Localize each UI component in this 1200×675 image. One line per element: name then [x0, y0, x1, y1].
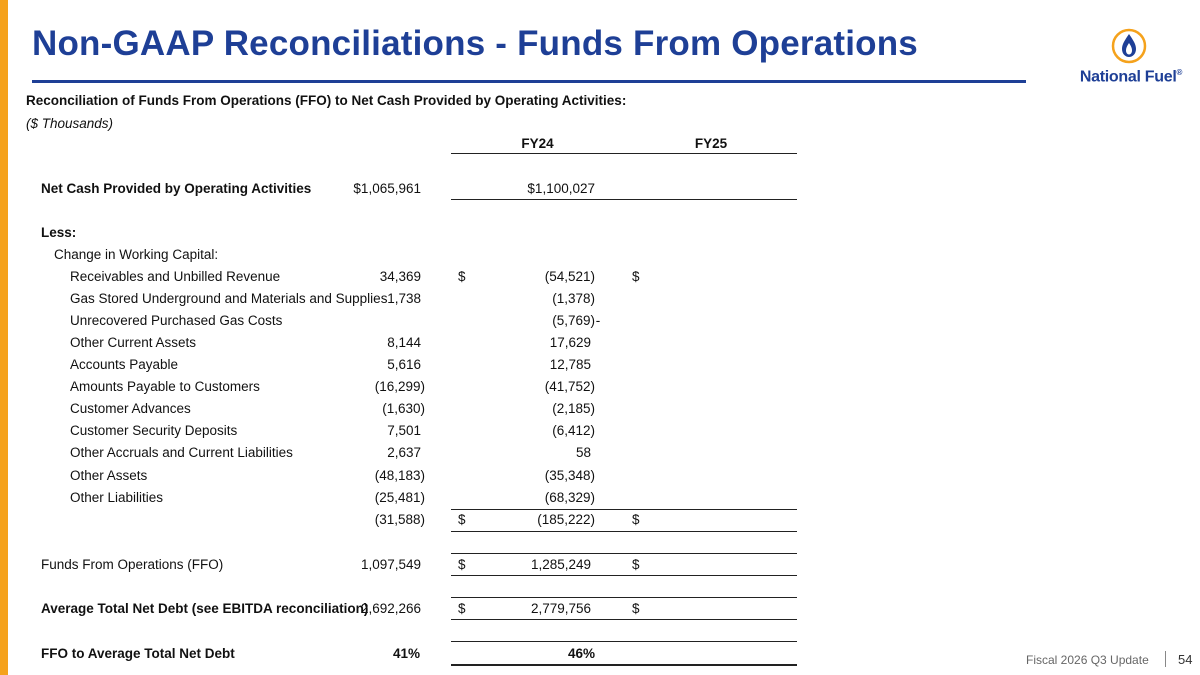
fy25-value: 46% — [567, 646, 595, 661]
units-note: ($ Thousands) — [26, 116, 114, 131]
ffo-underline — [451, 575, 797, 576]
fy25-currency: $ — [632, 557, 640, 572]
fy25-value: (35,348) — [544, 468, 595, 483]
row-label: Receivables and Unbilled Revenue — [70, 269, 281, 284]
column-header-fy24: FY24 — [521, 136, 554, 151]
fy24-currency: $ — [458, 557, 466, 572]
ratio-underline — [451, 664, 797, 666]
fy24-value: 7,501 — [387, 423, 421, 438]
fy24-value: - — [595, 313, 601, 328]
fy25-currency: $ — [632, 512, 640, 527]
row-label: Net Cash Provided by Operating Activities — [41, 181, 312, 196]
row-label: Other Current Assets — [70, 335, 197, 350]
table-row-ffo — [0, 555, 1000, 575]
fy24-value: 8,144 — [387, 335, 421, 350]
fy24-value: (31,588) — [374, 512, 425, 527]
fy25-currency: $ — [632, 601, 640, 616]
fy24-currency: $ — [458, 601, 466, 616]
row-label: Unrecovered Purchased Gas Costs — [70, 313, 283, 328]
flame-logo-icon — [1111, 28, 1147, 64]
debt-topline — [451, 597, 797, 598]
row-label: Other Liabilities — [70, 490, 164, 505]
row-label: FFO to Average Total Net Debt — [41, 646, 235, 661]
table-row-average-net-debt — [0, 599, 1000, 619]
table-row — [0, 267, 1000, 287]
page-title: Non-GAAP Reconciliations - Funds From Operations — [32, 24, 918, 63]
table-row-subtotal — [0, 510, 1000, 530]
fy25-value: (68,329) — [544, 490, 595, 505]
fy25-value: (2,185) — [552, 401, 595, 416]
table-row — [0, 289, 1000, 309]
fy24-value: 1,738 — [387, 291, 421, 306]
ffo-topline — [451, 553, 797, 554]
fy24-value: 5,616 — [387, 357, 421, 372]
table-row — [0, 488, 1000, 508]
fy24-value: 34,369 — [379, 269, 421, 284]
fy24-currency: $ — [458, 269, 466, 284]
table-row — [0, 466, 1000, 486]
fy25-value: 12,785 — [549, 357, 591, 372]
page-number: 54 — [1178, 652, 1193, 667]
row-label: Customer Advances — [70, 401, 191, 416]
row-label: Gas Stored Underground and Materials and Supplies — [70, 291, 388, 306]
fy24-value: 2,692,266 — [360, 601, 421, 616]
row-label: Other Assets — [70, 468, 148, 483]
fy25-currency: $ — [632, 269, 640, 284]
fy25-value: 2,779,756 — [530, 601, 591, 616]
table-row — [0, 355, 1000, 375]
table-row — [0, 311, 1000, 331]
table-row-ffo-ratio — [0, 644, 1000, 664]
table-subtitle: Reconciliation of Funds From Operations (FFO) to Net Cash Provided by Operating Activities: — [26, 93, 627, 108]
row-label: Change in Working Capital: — [54, 247, 219, 262]
fy25-value: (54,521) — [544, 269, 595, 284]
fy24-value: $1,065,961 — [353, 181, 421, 196]
row-label: Less: — [41, 225, 77, 240]
fy25-value: 1,285,249 — [530, 557, 591, 572]
fy25-value: (1,378) — [552, 291, 595, 306]
table-row — [0, 421, 1000, 441]
fy24-value: 2,637 — [387, 445, 421, 460]
title-divider — [32, 80, 1026, 83]
fy24-value: (25,481) — [374, 490, 425, 505]
logo-wordmark: National Fuel® — [1079, 68, 1183, 86]
row-underline — [451, 199, 797, 200]
fy25-value: (185,222) — [537, 512, 595, 527]
table-row — [0, 443, 1000, 463]
fy25-value: (5,769) — [552, 313, 595, 328]
fy25-value: 17,629 — [549, 335, 591, 350]
fy24-value: 41% — [392, 646, 420, 661]
company-logo — [1072, 28, 1190, 88]
fy25-value: $1,100,027 — [527, 181, 595, 196]
row-label: Accounts Payable — [70, 357, 179, 372]
row-label: Funds From Operations (FFO) — [41, 557, 224, 572]
row-label: Average Total Net Debt (see EBITDA reconciliation) — [41, 601, 369, 616]
table-row-net-cash — [0, 179, 1000, 199]
debt-underline — [451, 619, 797, 620]
header-underline — [451, 153, 797, 154]
row-label: Customer Security Deposits — [70, 423, 238, 438]
table-row-working-capital — [0, 245, 1000, 265]
fy24-value: (48,183) — [374, 468, 425, 483]
fy25-value: (41,752) — [544, 379, 595, 394]
fy25-value: 58 — [575, 445, 591, 460]
footer-text: Fiscal 2026 Q3 Update — [1026, 653, 1149, 667]
row-label: Amounts Payable to Customers — [70, 379, 260, 394]
column-header-fy25: FY25 — [694, 136, 728, 151]
fy24-value: 1,097,549 — [360, 557, 421, 572]
table-row — [0, 399, 1000, 419]
fy24-currency: $ — [458, 512, 466, 527]
fy24-value: (16,299) — [374, 379, 425, 394]
subtotal-underline — [451, 531, 797, 532]
fy25-value: (6,412) — [552, 423, 595, 438]
fy24-value: (1,630) — [382, 401, 425, 416]
footer-separator — [1165, 651, 1166, 667]
ratio-topline — [451, 641, 797, 642]
table-row-less — [0, 223, 1000, 243]
table-row — [0, 377, 1000, 397]
row-label: Other Accruals and Current Liabilities — [70, 445, 293, 460]
table-row — [0, 333, 1000, 353]
